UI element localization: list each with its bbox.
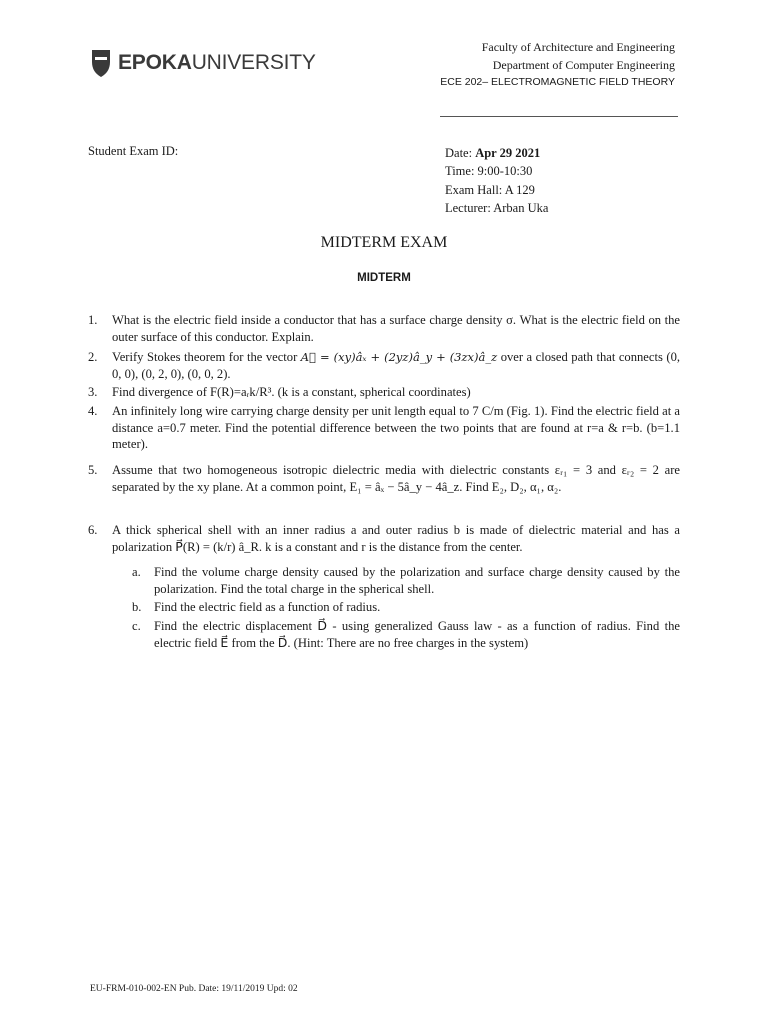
- question-number: 3.: [88, 385, 98, 399]
- question-1: [88, 312, 680, 345]
- question-number: 4.: [88, 404, 98, 418]
- question-text: A thick spherical shell with an inner radius a and outer radius b is made of dielectric material and has a polarization P⃗(R) = (k/r) â_R. k is a constant and r is the distance from the center.: [112, 523, 680, 554]
- subquestion-letter: b.: [132, 600, 142, 614]
- logo-text: [118, 51, 316, 75]
- faculty-block: [440, 39, 675, 92]
- exam-subtitle: MIDTERM: [357, 272, 411, 284]
- date-label: Date:: [445, 146, 473, 160]
- subquestion-text: Find the volume charge density caused by the polarization and surface charge density caused by the polarization. Find the total charge in the spherical shell.: [154, 565, 680, 596]
- question-number: 5.: [88, 463, 98, 477]
- question-text-pre: Verify Stokes theorem for the vector: [112, 350, 301, 364]
- subquestion-letter: a.: [132, 565, 141, 579]
- question-4: [88, 403, 680, 453]
- question-number: 6.: [88, 523, 98, 537]
- subquestion-text: Find the electric displacement D⃗ - using generalized Gauss law - as a function of radius. Find the electric field E⃗ from the D⃗. (Hint: There are no free charges in the system): [154, 619, 680, 650]
- question-text: An infinitely long wire carrying charge density per unit length equal to 7 C/m (Fig. 1). Find the electric field at a distance a=0.7 meter. Find the potential difference between the two points that are found at r=a & r=b. (b=1.1 meter).: [112, 404, 680, 452]
- header-divider: [440, 116, 678, 117]
- subquestion-c: [132, 618, 680, 651]
- exam-title: MIDTERM EXAM: [320, 234, 448, 251]
- course-name: ECE 202– ELECTROMAGNETIC FIELD THEORY: [440, 76, 675, 88]
- form-footer: EU-FRM-010-002-EN Pub. Date: 19/11/2019 Upd: 02: [90, 984, 298, 994]
- date-line: [445, 144, 548, 162]
- date-value: Apr 29 2021: [475, 146, 541, 160]
- lecturer-line: Lecturer: Arban Uka: [445, 200, 549, 215]
- question-text-post: over a closed path that connects (0, 0, 0), (0, 2, 0), (0, 0, 2).: [112, 350, 681, 381]
- question-6: [88, 522, 680, 555]
- university-logo: [90, 46, 316, 80]
- shield-logo-icon: [90, 48, 112, 78]
- question-text: Assume that two homogeneous isotropic dielectric media with dielectric constants εᵣ₁ = 3 and εᵣ₂ = 2 are separated by the xy plane. At a common point, E₁ = âₓ − 5â_y − 4â_z. Find E₂, D₂, α₁, α₂.: [112, 463, 680, 494]
- exam-info: [445, 144, 548, 217]
- question-math: A⃗ = (xy)âₓ + (2yz)â_y + (3zx)â_z: [300, 350, 498, 364]
- faculty-name: Faculty of Architecture and Engineering: [481, 40, 675, 54]
- question-number: 2.: [88, 350, 98, 364]
- time-line: Time: 9:00-10:30: [445, 164, 533, 179]
- subquestion-letter: c.: [132, 619, 141, 633]
- logo-light: UNIVERSITY: [191, 51, 316, 74]
- question-text: What is the electric field inside a conductor that has a surface charge density σ. What is the electric field on the outer surface of this conductor. Explain.: [112, 313, 680, 344]
- department-name: Department of Computer Engineering: [492, 57, 675, 72]
- hall-line: Exam Hall: A 129: [445, 182, 535, 197]
- subquestion-a: [132, 564, 680, 597]
- question-text: [112, 349, 680, 382]
- question-5: [88, 462, 680, 495]
- student-id-label: Student Exam ID:: [88, 144, 179, 158]
- question-3: [88, 384, 680, 401]
- question-text: Find divergence of F(R)=aᵣk/R³. (k is a constant, spherical coordinates): [112, 385, 471, 399]
- question-2: [88, 349, 680, 382]
- subquestion-b: [132, 599, 680, 616]
- question-number: 1.: [88, 313, 98, 327]
- subquestion-text: Find the electric field as a function of radius.: [154, 600, 381, 614]
- logo-bold: EPOKA: [118, 51, 192, 74]
